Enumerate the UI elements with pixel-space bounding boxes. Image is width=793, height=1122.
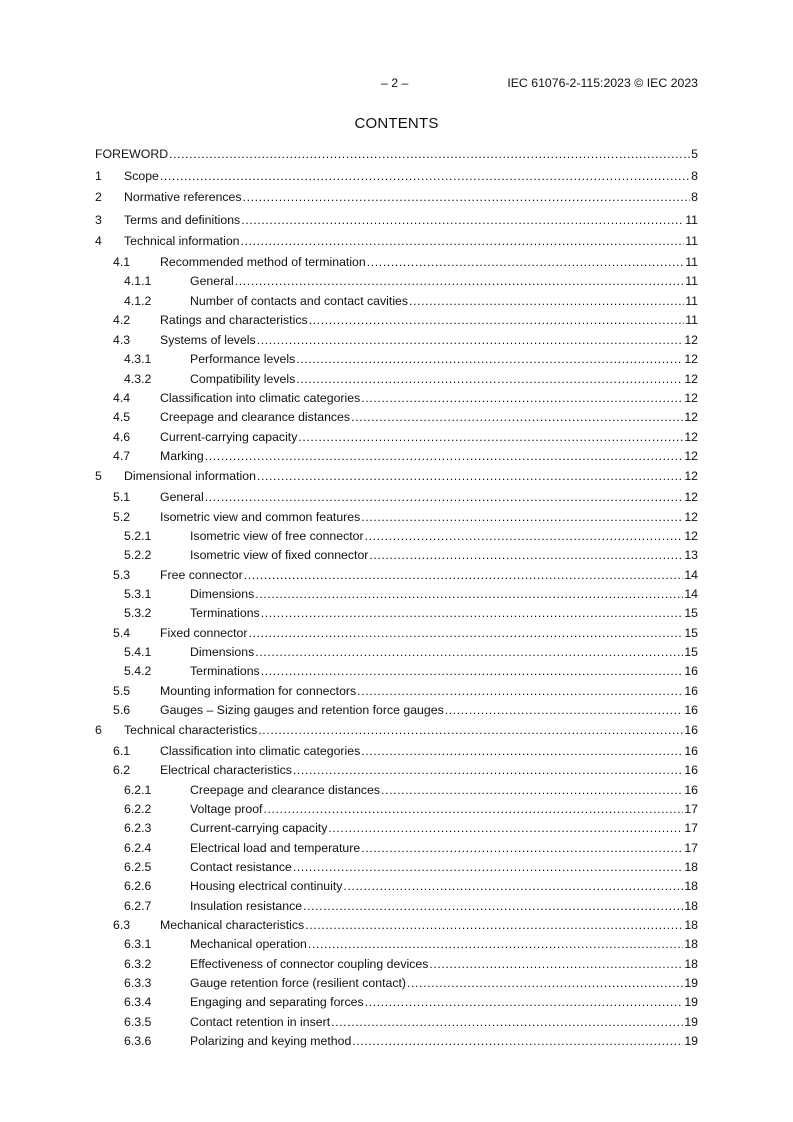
dot-leader bbox=[257, 332, 684, 348]
toc-entry[interactable] bbox=[95, 468, 698, 484]
dot-leader bbox=[293, 859, 683, 875]
toc-entry-line bbox=[190, 663, 698, 679]
toc-entry[interactable] bbox=[95, 189, 698, 205]
toc-entry[interactable] bbox=[95, 762, 698, 778]
toc-entry-title: Classification into climatic categories bbox=[160, 744, 361, 758]
dot-leader bbox=[293, 762, 683, 778]
toc-entry-title: Recommended method of termination bbox=[160, 255, 366, 269]
toc-entry-title: Gauges – Sizing gauges and retention force gauges bbox=[160, 703, 444, 717]
toc-entry-line bbox=[124, 189, 698, 205]
toc-entry-page: 11 bbox=[685, 313, 698, 327]
toc-entry[interactable] bbox=[95, 509, 698, 525]
dot-leader bbox=[169, 146, 690, 162]
toc-entry-line bbox=[190, 351, 698, 367]
dot-leader bbox=[296, 351, 683, 367]
toc-entry-line bbox=[190, 994, 698, 1010]
toc-entry-title: Effectiveness of connector coupling devices bbox=[190, 957, 429, 971]
page-title: CONTENTS bbox=[354, 115, 439, 132]
toc-entry-title: Electrical characteristics bbox=[160, 763, 292, 777]
dot-leader bbox=[308, 936, 683, 952]
toc-entry-line bbox=[160, 489, 698, 505]
toc-entry[interactable] bbox=[95, 1014, 698, 1030]
toc-entry-page: 15 bbox=[684, 645, 698, 659]
toc-entry-line bbox=[160, 743, 698, 759]
toc-entry-page: 11 bbox=[685, 274, 698, 288]
toc-entry[interactable] bbox=[95, 547, 698, 563]
toc-entry-number: 6.3.4 bbox=[124, 995, 152, 1009]
dot-leader bbox=[205, 489, 684, 505]
dot-leader bbox=[445, 702, 684, 718]
toc-entry-page: 11 bbox=[685, 213, 698, 227]
toc-entry[interactable] bbox=[95, 273, 698, 289]
toc-entry-number: 6.2.4 bbox=[124, 841, 152, 855]
dot-leader bbox=[381, 782, 683, 798]
toc-entry-title: Current-carrying capacity bbox=[190, 821, 328, 835]
toc-entry-number: 4.4 bbox=[113, 391, 131, 405]
dot-leader bbox=[296, 371, 683, 387]
toc-entry[interactable] bbox=[95, 605, 698, 621]
toc-entry-title: Fixed connector bbox=[160, 626, 248, 640]
toc-entry-title: Dimensions bbox=[190, 645, 255, 659]
toc-entry-number: 6.3.6 bbox=[124, 1034, 152, 1048]
page-number: – 2 – bbox=[381, 76, 409, 90]
dot-leader bbox=[351, 409, 683, 425]
toc-entry-number: 5.4 bbox=[113, 626, 131, 640]
toc-entry-number: 5.3 bbox=[113, 568, 131, 582]
toc-entry[interactable] bbox=[95, 567, 698, 583]
toc-entry-title: Creepage and clearance distances bbox=[190, 783, 381, 797]
toc-entry-line bbox=[190, 605, 698, 621]
toc-entry-title: Performance levels bbox=[190, 352, 296, 366]
toc-entry-line bbox=[160, 625, 698, 641]
toc-entry-page: 5 bbox=[691, 147, 698, 161]
toc-entry[interactable] bbox=[95, 722, 698, 738]
toc-entry[interactable] bbox=[95, 994, 698, 1010]
dot-leader bbox=[263, 801, 683, 817]
dot-leader bbox=[205, 448, 684, 464]
toc-entry-page: 16 bbox=[684, 703, 698, 717]
toc-entry-number: 6.2 bbox=[113, 763, 131, 777]
toc-entry-line bbox=[160, 332, 698, 348]
toc-entry-line bbox=[190, 1033, 698, 1049]
toc-entry-number: 6.2.7 bbox=[124, 899, 152, 913]
toc-entry[interactable] bbox=[95, 1033, 698, 1049]
toc-entry-title: Voltage proof bbox=[190, 802, 263, 816]
toc-entry-number: 5.4.2 bbox=[124, 664, 152, 678]
toc-entry[interactable] bbox=[95, 332, 698, 348]
toc-entry[interactable] bbox=[95, 743, 698, 759]
toc-entry[interactable] bbox=[95, 956, 698, 972]
dot-leader bbox=[309, 312, 685, 328]
toc-entry-number: 6.1 bbox=[113, 744, 131, 758]
dot-leader bbox=[160, 168, 690, 184]
toc-entry-title: Mechanical operation bbox=[190, 937, 307, 951]
toc-entry-page: 16 bbox=[684, 684, 698, 698]
toc-entry-page: 12 bbox=[684, 469, 698, 483]
toc-entry-title: Dimensions bbox=[190, 587, 255, 601]
toc-entry-title: Isometric view of free connector bbox=[190, 529, 364, 543]
toc-entry-number: 6.3.3 bbox=[124, 976, 152, 990]
dot-leader bbox=[235, 273, 684, 289]
dot-leader bbox=[303, 898, 683, 914]
toc-entry-page: 18 bbox=[684, 899, 698, 913]
toc-entry-page: 19 bbox=[684, 1015, 698, 1029]
toc-entry-page: 15 bbox=[684, 626, 698, 640]
toc-entry-title: Dimensional information bbox=[124, 469, 256, 483]
toc-entry[interactable] bbox=[95, 975, 698, 991]
toc-entry-line bbox=[190, 371, 698, 387]
toc-entry-line bbox=[190, 1014, 698, 1030]
dot-leader bbox=[361, 840, 683, 856]
dot-leader bbox=[361, 743, 683, 759]
toc-entry[interactable] bbox=[95, 409, 698, 425]
toc-entry[interactable] bbox=[95, 917, 698, 933]
toc-entry-title: Contact retention in insert bbox=[190, 1015, 331, 1029]
toc-entry-number: 6.2.2 bbox=[124, 802, 152, 816]
dot-leader bbox=[352, 1033, 683, 1049]
dot-leader bbox=[331, 1014, 683, 1030]
toc-entry-title: Compatibility levels bbox=[190, 372, 296, 386]
toc-entry-line bbox=[190, 898, 698, 914]
toc-entry-title: Engaging and separating forces bbox=[190, 995, 364, 1009]
toc-entry-page: 11 bbox=[685, 255, 698, 269]
dot-leader bbox=[365, 994, 684, 1010]
dot-leader bbox=[343, 878, 683, 894]
toc-entry-line bbox=[190, 547, 698, 563]
dot-leader bbox=[255, 644, 683, 660]
dot-leader bbox=[361, 509, 683, 525]
toc-entry-title: General bbox=[190, 274, 234, 288]
toc-entry-number: 6.3.5 bbox=[124, 1015, 152, 1029]
toc-entry-title: Electrical load and temperature bbox=[190, 841, 361, 855]
toc-entry-line bbox=[190, 782, 698, 798]
toc-entry-number: 4.1.2 bbox=[124, 294, 152, 308]
toc-entry-title: FOREWORD bbox=[95, 147, 169, 161]
toc-entry[interactable] bbox=[95, 859, 698, 875]
toc-entry-page: 8 bbox=[691, 169, 698, 183]
toc-entry-title: Insulation resistance bbox=[190, 899, 303, 913]
toc-entry-title: Polarizing and keying method bbox=[190, 1034, 352, 1048]
toc-entry-number: 5.3.1 bbox=[124, 587, 152, 601]
toc-entry-line bbox=[124, 722, 698, 738]
dot-leader bbox=[357, 683, 683, 699]
toc-entry-line bbox=[124, 468, 698, 484]
toc-entry[interactable] bbox=[95, 351, 698, 367]
toc-entry-line bbox=[190, 936, 698, 952]
toc-entry-title: Contact resistance bbox=[190, 860, 292, 874]
toc-entry-page: 12 bbox=[684, 372, 698, 386]
toc-entry-page: 19 bbox=[684, 1034, 698, 1048]
toc-entry-number: 3 bbox=[95, 213, 102, 227]
toc-entry[interactable] bbox=[95, 936, 698, 952]
toc-entry-number: 6.2.3 bbox=[124, 821, 152, 835]
toc-entry-page: 16 bbox=[684, 763, 698, 777]
toc-entry-page: 16 bbox=[684, 744, 698, 758]
toc-entry[interactable] bbox=[95, 898, 698, 914]
toc-entry[interactable] bbox=[95, 683, 698, 699]
toc-entry-line bbox=[190, 644, 698, 660]
toc-entry-number: 4.2 bbox=[113, 313, 131, 327]
toc-entry-page: 12 bbox=[684, 490, 698, 504]
dot-leader bbox=[249, 625, 684, 641]
toc-entry-page: 12 bbox=[684, 410, 698, 424]
toc-entry-number: 4.7 bbox=[113, 449, 131, 463]
toc-entry-number: 4.3.2 bbox=[124, 372, 152, 386]
toc-entry-number: 6 bbox=[95, 723, 102, 737]
toc-entry-line bbox=[190, 528, 698, 544]
toc-entry-page: 18 bbox=[684, 879, 698, 893]
toc-entry-number: 6.2.6 bbox=[124, 879, 152, 893]
toc-entry-line bbox=[160, 390, 698, 406]
toc-entry-line bbox=[160, 683, 698, 699]
toc-entry-line bbox=[160, 312, 698, 328]
toc-entry[interactable] bbox=[95, 663, 698, 679]
toc-entry-line bbox=[190, 859, 698, 875]
toc-entry-page: 11 bbox=[685, 294, 698, 308]
toc-entry-line bbox=[190, 273, 698, 289]
toc-entry-line bbox=[190, 840, 698, 856]
toc-entry-page: 16 bbox=[684, 723, 698, 737]
dot-leader bbox=[328, 820, 683, 836]
toc-entry-number: 2 bbox=[95, 190, 102, 204]
toc-entry-title: Technical characteristics bbox=[124, 723, 258, 737]
toc-entry-page: 15 bbox=[684, 606, 698, 620]
toc-entry-line bbox=[160, 702, 698, 718]
toc-entry-line bbox=[160, 254, 698, 270]
toc-entry-title: Marking bbox=[160, 449, 204, 463]
toc-entry-title: Terminations bbox=[190, 664, 260, 678]
toc-entry[interactable] bbox=[95, 371, 698, 387]
toc-entry-page: 12 bbox=[684, 449, 698, 463]
toc-entry[interactable] bbox=[95, 644, 698, 660]
toc-entry[interactable] bbox=[95, 782, 698, 798]
toc-entry-title: Current-carrying capacity bbox=[160, 430, 298, 444]
toc-entry-title: Gauge retention force (resilient contact) bbox=[190, 976, 406, 990]
toc-entry-number: 6.3.1 bbox=[124, 937, 152, 951]
toc-entry-title: Normative references bbox=[124, 190, 242, 204]
standard-reference: IEC 61076-2-115:2023 © IEC 2023 bbox=[507, 76, 698, 90]
toc-entry-number: 4.5 bbox=[113, 410, 131, 424]
toc-entry-number: 6.3.2 bbox=[124, 957, 152, 971]
toc-entry-page: 12 bbox=[684, 510, 698, 524]
toc-entry-page: 12 bbox=[684, 430, 698, 444]
dot-leader bbox=[261, 663, 684, 679]
toc-entry-title: Number of contacts and contact cavities bbox=[190, 294, 409, 308]
toc-entry-title: Isometric view of fixed connector bbox=[190, 548, 369, 562]
toc-entry-number: 4.1 bbox=[113, 255, 131, 269]
toc-entry-title: Mounting information for connectors bbox=[160, 684, 357, 698]
toc-entry-page: 13 bbox=[684, 548, 698, 562]
toc-entry-page: 17 bbox=[684, 841, 698, 855]
toc-entry-line bbox=[160, 567, 698, 583]
toc-entry[interactable] bbox=[95, 878, 698, 894]
toc-entry[interactable] bbox=[95, 312, 698, 328]
toc-entry-title: Terms and definitions bbox=[124, 213, 241, 227]
toc-entry-number: 4.3 bbox=[113, 333, 131, 347]
toc-entry[interactable] bbox=[95, 586, 698, 602]
toc-entry[interactable] bbox=[95, 489, 698, 505]
toc-entry-line bbox=[160, 509, 698, 525]
dot-leader bbox=[261, 605, 684, 621]
toc-entry-page: 12 bbox=[684, 391, 698, 405]
toc-entry[interactable] bbox=[95, 625, 698, 641]
toc-entry-number: 5.4.1 bbox=[124, 645, 152, 659]
toc-entry-number: 6.2.5 bbox=[124, 860, 152, 874]
toc-entry-page: 16 bbox=[684, 664, 698, 678]
toc-entry-title: Isometric view and common features bbox=[160, 510, 361, 524]
toc-entry-page: 11 bbox=[685, 234, 698, 248]
toc-entry-number: 4.3.1 bbox=[124, 352, 152, 366]
toc-entry-page: 14 bbox=[684, 587, 698, 601]
toc-entry-number: 5.2 bbox=[113, 510, 131, 524]
toc-entry-line bbox=[95, 146, 698, 162]
dot-leader bbox=[361, 390, 683, 406]
toc-entry[interactable] bbox=[95, 254, 698, 270]
dot-leader bbox=[243, 189, 691, 205]
toc-entry-title: Systems of levels bbox=[160, 333, 256, 347]
toc-entry[interactable] bbox=[95, 390, 698, 406]
dot-leader bbox=[258, 722, 683, 738]
toc-entry-line bbox=[160, 409, 698, 425]
toc-entry-title: Terminations bbox=[190, 606, 260, 620]
toc-entry-title: Housing electrical continuity bbox=[190, 879, 343, 893]
toc-entry-line bbox=[190, 801, 698, 817]
dot-leader bbox=[255, 586, 683, 602]
toc-entry-title: Free connector bbox=[160, 568, 243, 582]
toc-entry[interactable] bbox=[95, 820, 698, 836]
toc-entry-title: Technical information bbox=[124, 234, 240, 248]
toc-entry-page: 12 bbox=[684, 352, 698, 366]
toc-entry[interactable] bbox=[95, 146, 698, 162]
toc-entry-line bbox=[190, 956, 698, 972]
toc-entry-page: 18 bbox=[684, 937, 698, 951]
toc-entry-number: 4.6 bbox=[113, 430, 131, 444]
toc-entry-page: 17 bbox=[684, 821, 698, 835]
toc-entry-title: Classification into climatic categories bbox=[160, 391, 361, 405]
dot-leader bbox=[257, 468, 683, 484]
toc-entry-number: 5.2.2 bbox=[124, 548, 152, 562]
toc-entry-line bbox=[124, 212, 698, 228]
dot-leader bbox=[409, 293, 684, 309]
toc-entry[interactable] bbox=[95, 702, 698, 718]
toc-entry-line bbox=[160, 917, 698, 933]
toc-entry[interactable] bbox=[95, 233, 698, 249]
toc-entry[interactable] bbox=[95, 801, 698, 817]
toc-entry[interactable] bbox=[95, 293, 698, 309]
toc-entry[interactable] bbox=[95, 168, 698, 184]
toc-entry-title: Ratings and characteristics bbox=[160, 313, 308, 327]
toc-entry-number: 1 bbox=[95, 169, 102, 183]
toc-entry-line bbox=[124, 168, 698, 184]
toc-entry-page: 18 bbox=[684, 957, 698, 971]
toc-entry-line bbox=[160, 448, 698, 464]
toc-entry-title: Mechanical characteristics bbox=[160, 918, 305, 932]
toc-entry-line bbox=[190, 975, 698, 991]
toc-entry-number: 6.3 bbox=[113, 918, 131, 932]
toc-entry-page: 14 bbox=[684, 568, 698, 582]
dot-leader bbox=[244, 567, 684, 583]
toc-entry-line bbox=[160, 762, 698, 778]
page-header bbox=[95, 76, 698, 92]
toc-entry-page: 16 bbox=[684, 783, 698, 797]
toc-entry-number: 6.2.1 bbox=[124, 783, 152, 797]
toc-entry-title: Creepage and clearance distances bbox=[160, 410, 351, 424]
toc-entry-title: General bbox=[160, 490, 204, 504]
toc-entry-number: 5.3.2 bbox=[124, 606, 152, 620]
toc-entry-title: Scope bbox=[124, 169, 159, 183]
toc-entry-number: 5 bbox=[95, 469, 102, 483]
toc-entry-line bbox=[190, 878, 698, 894]
toc-entry-page: 8 bbox=[691, 190, 698, 204]
toc-entry[interactable] bbox=[95, 212, 698, 228]
toc-entry[interactable] bbox=[95, 528, 698, 544]
dot-leader bbox=[241, 233, 685, 249]
dot-leader bbox=[365, 528, 684, 544]
toc-entry-number: 5.1 bbox=[113, 490, 131, 504]
toc-entry[interactable] bbox=[95, 429, 698, 445]
toc-entry-number: 5.6 bbox=[113, 703, 131, 717]
dot-leader bbox=[407, 975, 683, 991]
dot-leader bbox=[241, 212, 684, 228]
toc-entry-number: 4.1.1 bbox=[124, 274, 152, 288]
dot-leader bbox=[298, 429, 683, 445]
dot-leader bbox=[367, 254, 684, 270]
toc-entry-line bbox=[160, 429, 698, 445]
toc-entry-page: 18 bbox=[684, 860, 698, 874]
dot-leader bbox=[429, 956, 683, 972]
toc-entry-page: 12 bbox=[684, 333, 698, 347]
toc-entry-line bbox=[190, 586, 698, 602]
toc-entry[interactable] bbox=[95, 448, 698, 464]
toc-entry-number: 5.2.1 bbox=[124, 529, 152, 543]
dot-leader bbox=[305, 917, 683, 933]
toc-entry-number: 5.5 bbox=[113, 684, 131, 698]
toc-entry-page: 19 bbox=[684, 976, 698, 990]
toc-entry-line bbox=[124, 233, 698, 249]
toc-entry-page: 19 bbox=[684, 995, 698, 1009]
toc-entry-page: 12 bbox=[684, 529, 698, 543]
toc-entry-page: 17 bbox=[684, 802, 698, 816]
toc-entry[interactable] bbox=[95, 840, 698, 856]
toc-entry-line bbox=[190, 293, 698, 309]
dot-leader bbox=[369, 547, 683, 563]
toc-entry-number: 4 bbox=[95, 234, 102, 248]
toc-entry-page: 18 bbox=[684, 918, 698, 932]
toc-entry-line bbox=[190, 820, 698, 836]
